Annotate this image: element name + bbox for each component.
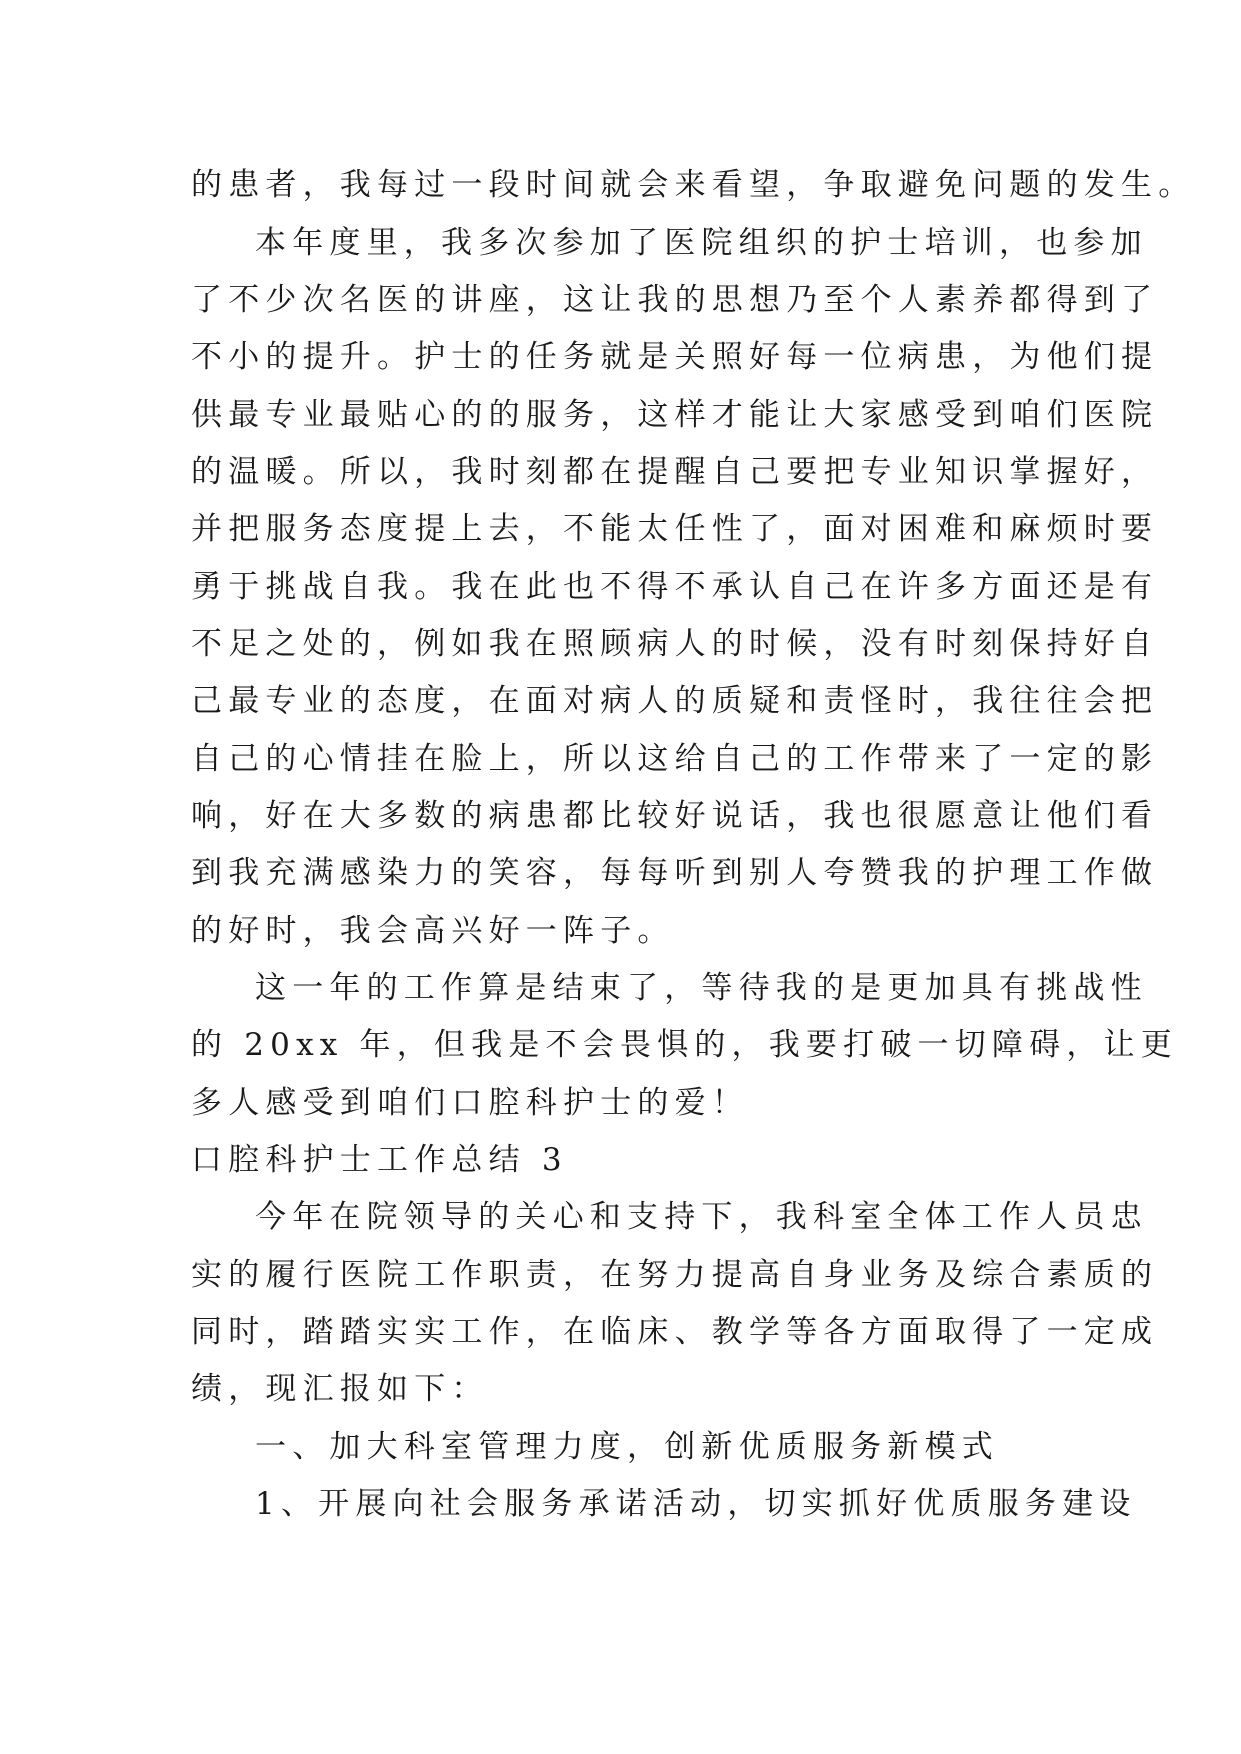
paragraph-start-line: 本年度里，我多次参加了医院组织的护士培训，也参加	[255, 225, 1148, 261]
text-line: 了不少次名医的讲座，这让我的思想乃至个人素养都得到了	[191, 282, 1159, 318]
text-line: 实的履行医院工作职责，在努力提高自身业务及综合素质的	[191, 1257, 1159, 1293]
text-line: 的 20xx 年，但我是不会畏惧的，我要打破一切障碍，让更	[191, 1027, 1178, 1063]
section-heading: 口腔科护士工作总结 3	[191, 1142, 568, 1178]
text-line: 绩，现汇报如下：	[191, 1371, 489, 1407]
subheading-line: 一、加大科室管理力度，创新优质服务新模式	[255, 1429, 999, 1465]
text-line: 不小的提升。护士的任务就是关照好每一位病患，为他们提	[191, 339, 1159, 375]
text-line: 勇于挑战自我。我在此也不得不承认自己在许多方面还是有	[191, 569, 1159, 605]
text-line: 的温暖。所以，我时刻都在提醒自己要把专业知识掌握好，	[191, 454, 1159, 490]
text-line: 的好时，我会高兴好一阵子。	[191, 913, 675, 949]
text-line: 不足之处的，例如我在照顾病人的时候，没有时刻保持好自	[191, 626, 1159, 662]
text-line: 的患者，我每过一段时间就会来看望，争取避免问题的发生。	[191, 167, 1196, 203]
text-line: 多人感受到咱们口腔科护士的爱！	[191, 1085, 749, 1121]
text-line: 自己的心情挂在脸上，所以这给自己的工作带来了一定的影	[191, 741, 1159, 777]
text-line: 响，好在大多数的病患都比较好说话，我也很愿意让他们看	[191, 798, 1159, 834]
text-line: 到我充满感染力的笑容，每每听到别人夸赞我的护理工作做	[191, 855, 1159, 891]
text-line: 供最专业最贴心的的服务，这样才能让大家感受到咱们医院	[191, 397, 1159, 433]
text-line: 并把服务态度提上去，不能太任性了，面对困难和麻烦时要	[191, 511, 1159, 547]
paragraph-start-line: 今年在院领导的关心和支持下，我科室全体工作人员忠	[255, 1199, 1148, 1235]
paragraph-start-line: 这一年的工作算是结束了，等待我的是更加具有挑战性	[255, 970, 1148, 1006]
text-line: 己最专业的态度，在面对病人的质疑和责怪时，我往往会把	[191, 683, 1159, 719]
list-item-line: 1、开展向社会服务承诺活动，切实抓好优质服务建设	[255, 1486, 1137, 1522]
text-line: 同时，踏踏实实工作，在临床、教学等各方面取得了一定成	[191, 1314, 1159, 1350]
